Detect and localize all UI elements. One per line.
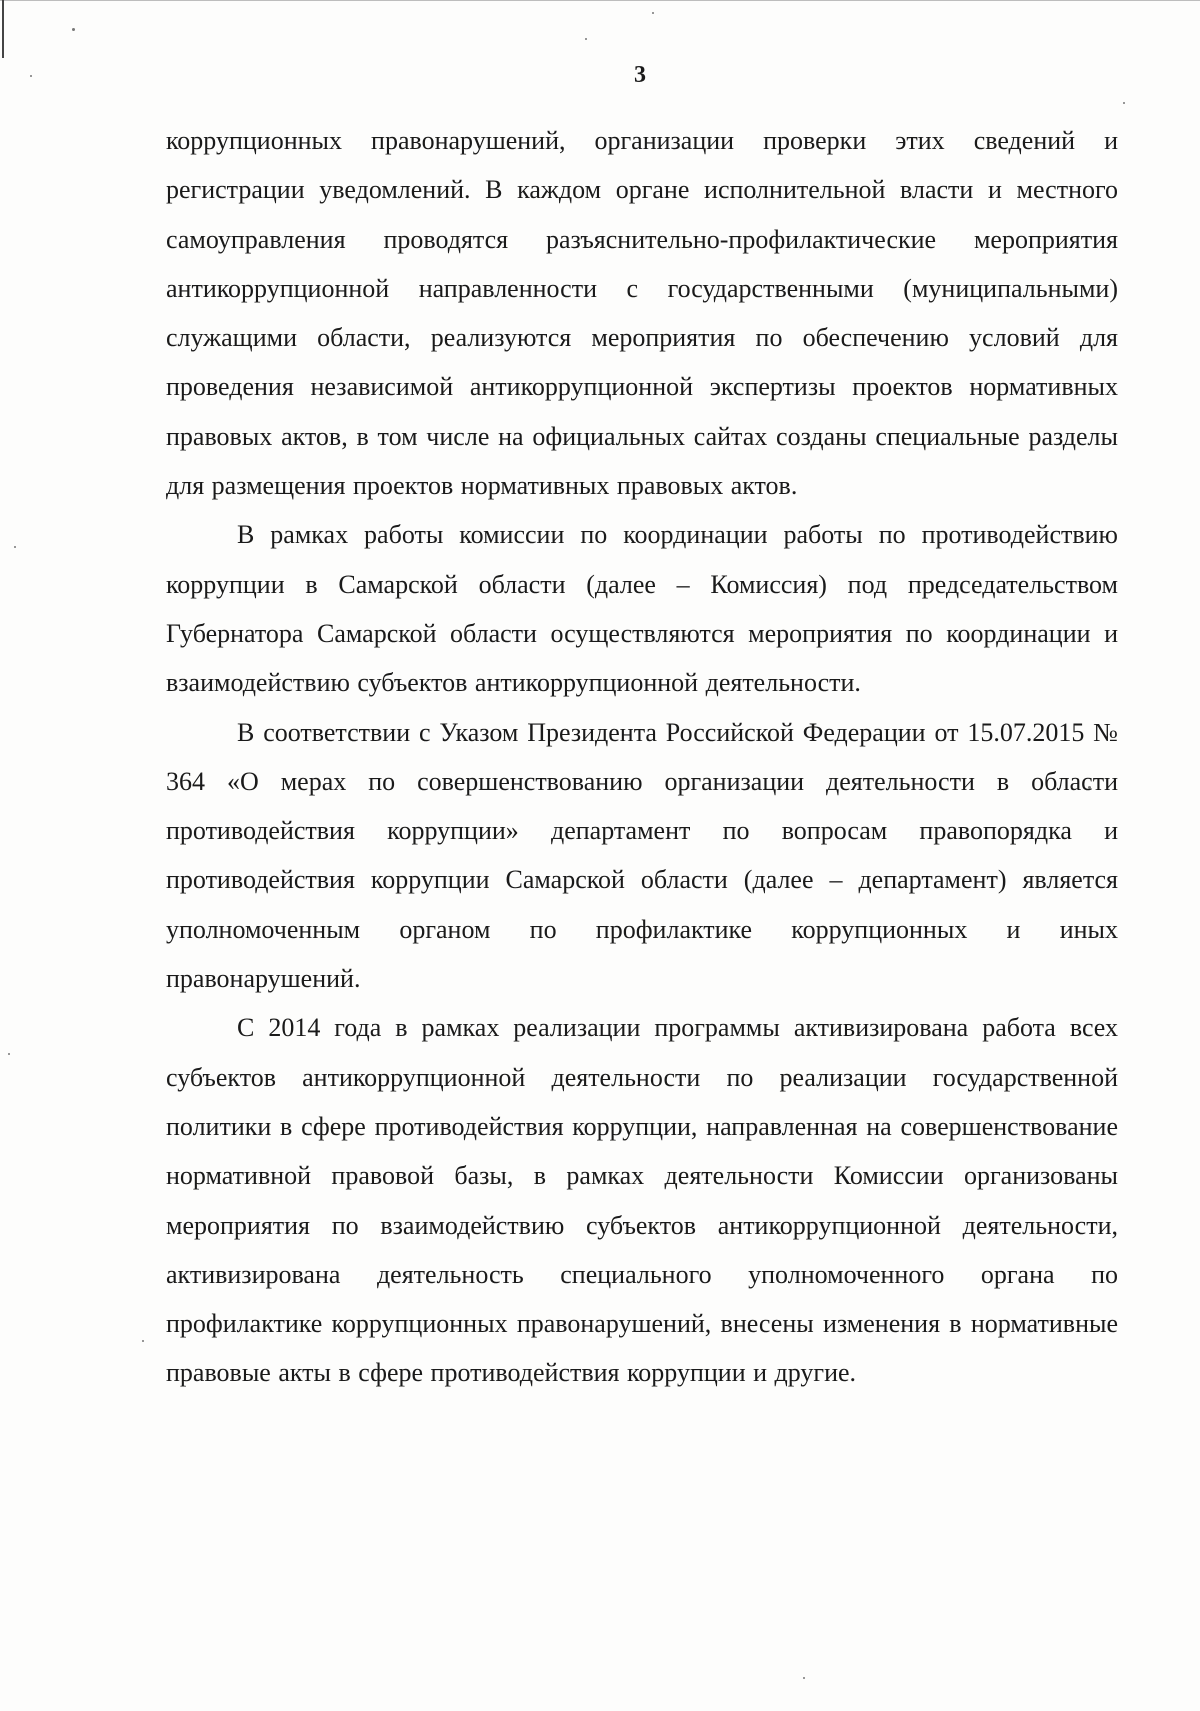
paragraph: В соответствии с Указом Президента Российской Федерации от 15.07.2015 № 364 «О мерах по совершенствованию организации деятельности в области противодействия коррупции» департамент по вопросам правопорядка и противодействия коррупции Самарской области (далее – департамент) является уполномоченным органом по профилактике коррупционных и иных правонарушений. <box>166 717 1118 994</box>
scan-speck <box>803 1677 805 1679</box>
scan-speck <box>8 1053 10 1055</box>
page-number: 3 <box>634 62 646 88</box>
document-body <box>166 116 1118 1398</box>
scan-edge-left <box>2 0 4 58</box>
scan-speck <box>652 12 654 14</box>
scan-speck <box>142 1340 144 1342</box>
scan-speck <box>1123 102 1125 104</box>
scan-speck <box>585 38 587 40</box>
paragraph: коррупционных правонарушений, организации проверки этих сведений и регистрации уведомлений. В каждом органе исполнительной власти и местного самоуправления проводятся разъяснительно-профилактические мероприятия антикоррупционной направленности с государственными (муниципальными) служащими области, реализуются мероприятия по обеспечению условий для проведения независимой антикоррупционной экспертизы проектов нормативных правовых актов, в том числе на официальных сайтах созданы специальные разделы для размещения проектов нормативных правовых актов. <box>166 126 1118 501</box>
scan-speck <box>14 546 16 548</box>
scan-speck <box>72 28 75 31</box>
scan-edge-top <box>0 0 1200 1</box>
paragraph: В рамках работы комиссии по координации работы по противодействию коррупции в Самарской области (далее – Комиссия) под председательством Губернатора Самарской области осуществляются мероприятия по координации и взаимодействию субъектов антикоррупционной деятельности. <box>166 520 1118 698</box>
paragraph: С 2014 года в рамках реализации программы активизирована работа всех субъектов антикоррупционной деятельности по реализации государственной политики в сфере противодействия коррупции, направленная на совершенствование нормативной правовой базы, в рамках деятельности Комиссии организованы мероприятия по взаимодействию субъектов антикоррупционной деятельности, активизирована деятельность специального уполномоченного органа по профилактике коррупционных правонарушений, внесены изменения в нормативные правовые акты в сфере противодействия коррупции и другие. <box>166 1013 1118 1388</box>
